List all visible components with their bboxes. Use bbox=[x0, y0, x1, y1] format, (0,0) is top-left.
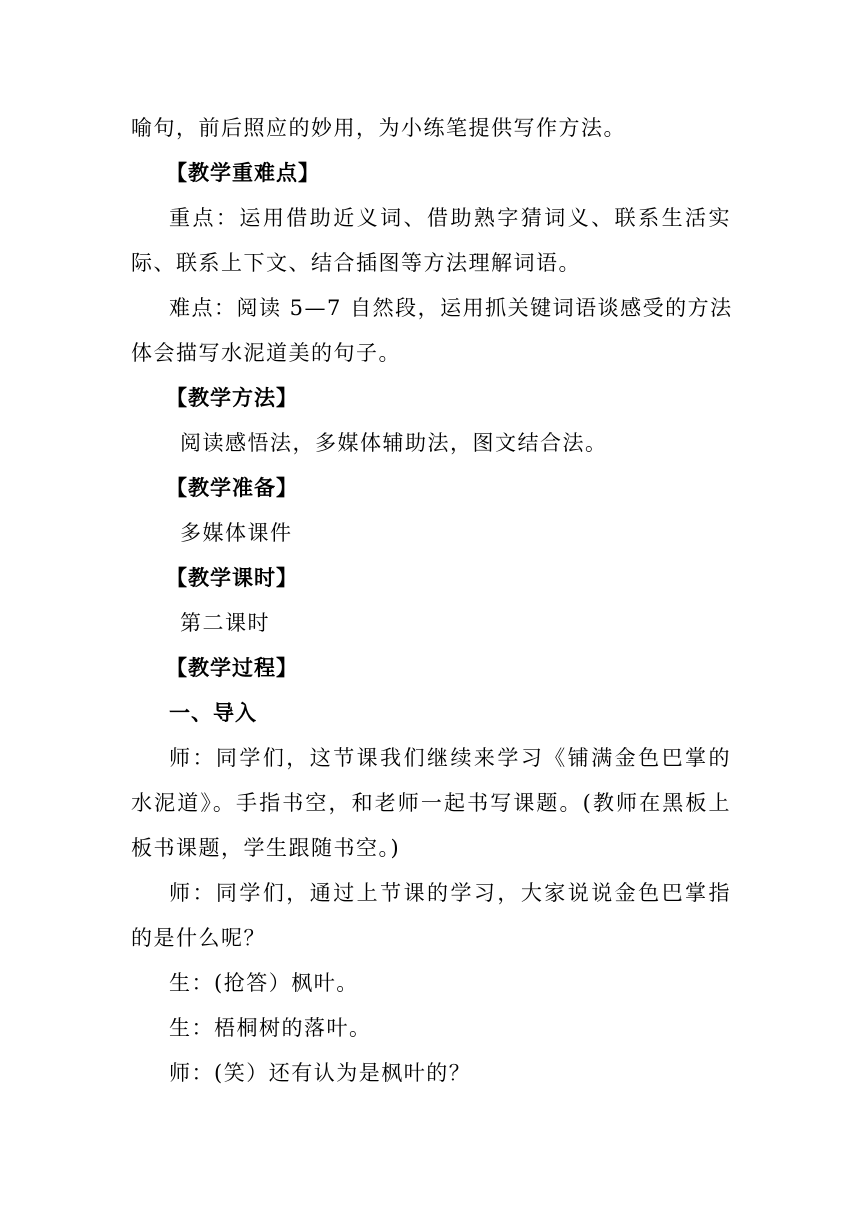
section-heading: 【教学准备】 bbox=[166, 476, 298, 500]
paragraph-line: 阅读感悟法，多媒体辅助法，图文结合法。 bbox=[180, 431, 608, 455]
paragraph-line: 际、联系上下文、结合插图等方法理解词语。 bbox=[131, 251, 581, 275]
paragraph-line: 师：同学们，通过上节课的学习，大家说说金色巴掌指 bbox=[169, 881, 731, 905]
paragraph-line: 重点：运用借助近义词、借助熟字猜词义、联系生活实 bbox=[169, 206, 731, 230]
paragraph-line: 多媒体课件 bbox=[180, 521, 293, 545]
paragraph-line: 体会描写水泥道美的句子。 bbox=[131, 341, 401, 365]
section-heading: 【教学重难点】 bbox=[166, 161, 320, 185]
paragraph-line: 板书课题，学生跟随书空。) bbox=[131, 836, 401, 860]
paragraph-line: 水泥道》。手指书空，和老师一起书写课题。(教师在黑板上 bbox=[131, 791, 731, 815]
section-heading: 【教学方法】 bbox=[166, 386, 298, 410]
paragraph-line: 生：(抢答）枫叶。 bbox=[169, 971, 359, 995]
paragraph-line: 师：同学们，这节课我们继续来学习《铺满金色巴掌的 bbox=[169, 746, 731, 770]
subsection-heading: 一、导入 bbox=[169, 701, 257, 725]
section-heading: 【教学课时】 bbox=[166, 566, 298, 590]
paragraph-line: 的是什么呢？ bbox=[131, 926, 266, 950]
paragraph-line: 师：(笑）还有认为是枫叶的？ bbox=[169, 1061, 472, 1085]
paragraph-line: 第二课时 bbox=[180, 611, 270, 635]
paragraph-line: 难点：阅读 5—7 自然段，运用抓关键词语谈感受的方法 bbox=[169, 296, 733, 320]
paragraph-line: 生：梧桐树的落叶。 bbox=[169, 1016, 372, 1040]
paragraph-line: 喻句，前后照应的妙用，为小练笔提供写作方法。 bbox=[131, 116, 626, 140]
section-heading: 【教学过程】 bbox=[166, 656, 298, 680]
